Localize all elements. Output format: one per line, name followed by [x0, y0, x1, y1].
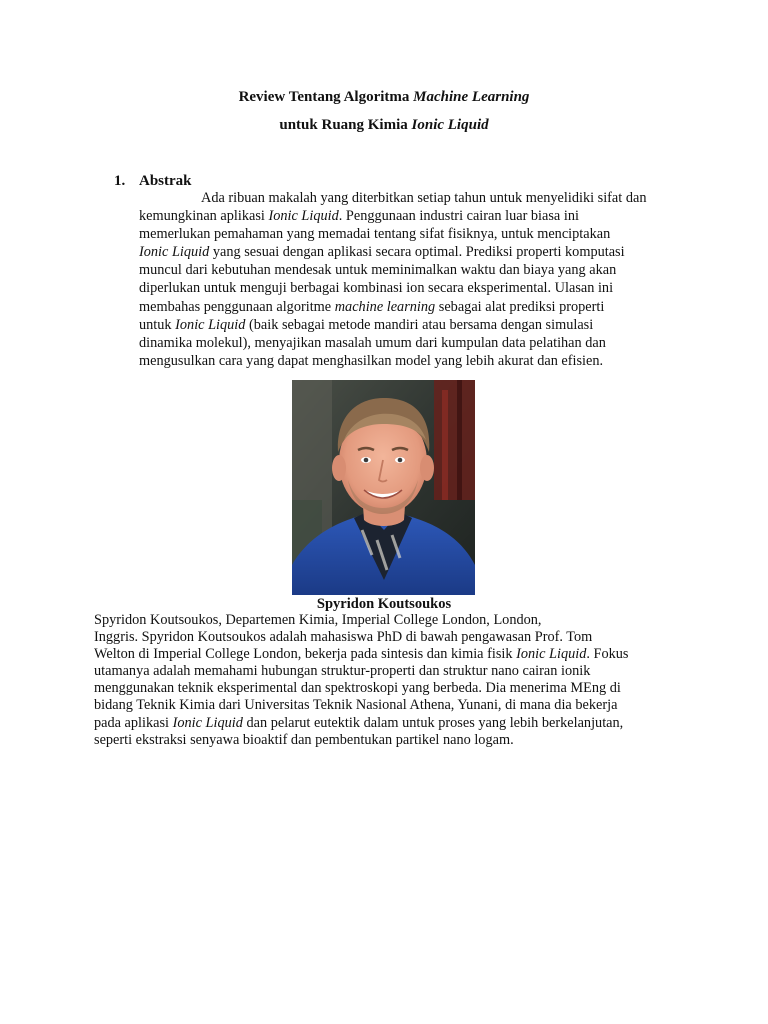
abstract-text: . Penggunaan industri cairan luar biasa ini	[338, 208, 579, 225]
abstract-text: kemungkinan aplikasi	[139, 208, 269, 225]
abstract-italic: Ionic Liquid	[139, 244, 210, 261]
abstract-italic: Ionic Liquid	[175, 316, 246, 333]
bio-text: . Fokus	[586, 646, 629, 663]
section-heading-abstract	[114, 172, 192, 190]
bio-italic: Ionic Liquid	[516, 646, 587, 663]
bio-line	[94, 646, 694, 663]
abstract-line	[139, 298, 669, 316]
abstract-text: yang sesuai dengan aplikasi secara optimal. Prediksi properti komputasi	[209, 244, 625, 261]
section-number: 1.	[114, 173, 126, 189]
abstract-line	[139, 207, 669, 225]
title-line-2-italic: Ionic Liquid	[411, 117, 489, 133]
abstract-line: Ada ribuan makalah yang diterbitkan setiap tahun untuk menyelidiki sifat dan	[201, 190, 647, 206]
portrait-photo	[292, 380, 475, 595]
bio-text: dan pelarut eutektik dalam untuk proses yang lebih berkelanjutan,	[242, 714, 624, 731]
abstract-paragraph	[139, 189, 669, 370]
abstract-line: dinamika molekul), menyajikan masalah umum dari kumpulan data pelatihan dan	[139, 334, 606, 351]
bio-text: Welton di Imperial College London, bekerja pada sintesis dan kimia fisik	[94, 646, 517, 663]
document-title-line-2	[0, 116, 768, 134]
title-line-1-italic: Machine Learning	[413, 89, 530, 105]
bio-line: utamanya adalah memahami hubungan struktur-properti dan struktur nano cairan ionik	[94, 663, 591, 680]
bio-text: pada aplikasi	[94, 714, 173, 731]
title-line-2-text: untuk Ruang Kimia	[279, 117, 412, 133]
abstract-italic: Ionic Liquid	[268, 208, 339, 225]
bio-line: menggunakan teknik eksperimental dan spektroskopi yang berbeda. Dia menerima MEng di	[94, 680, 621, 697]
portrait-illustration	[292, 380, 475, 595]
section-heading-text: Abstrak	[139, 173, 192, 189]
bio-paragraph	[94, 612, 694, 749]
bio-line: seperti ekstraksi senyawa bioaktif dan pembentukan partikel nano logam.	[94, 731, 514, 748]
bio-line: bidang Teknik Kimia dari Universitas Teknik Nasional Athena, Yunani, di mana dia bekerja	[94, 697, 618, 714]
bio-line	[94, 715, 694, 732]
document-title-line-1	[0, 88, 768, 106]
abstract-text: untuk	[139, 316, 176, 333]
bio-italic: Ionic Liquid	[172, 714, 243, 731]
abstract-line	[139, 243, 669, 261]
abstract-text: (baik sebagai metode mandiri atau bersama dengan simulasi	[245, 316, 594, 333]
abstract-line: diperlukan untuk menguji berbagai kombinasi ion secara eksperimental. Ulasan ini	[139, 280, 614, 297]
title-line-1-text: Review Tentang Algoritma	[238, 89, 414, 105]
photo-caption: Spyridon Koutsoukos	[316, 596, 452, 612]
bio-line: Spyridon Koutsoukos, Departemen Kimia, Imperial College London, London,	[94, 612, 542, 628]
bio-line: Inggris. Spyridon Koutsoukos adalah mahasiswa PhD di bawah pengawasan Prof. Tom	[94, 629, 593, 646]
abstract-line: muncul dari kebutuhan mendesak untuk meminimalkan waktu dan biaya yang akan	[139, 262, 617, 279]
abstract-line: mengusulkan cara yang dapat menghasilkan model yang lebih akurat dan efisien.	[139, 352, 604, 369]
abstract-line: memerlukan pemahaman yang memadai tentang sifat fisiknya, untuk menciptakan	[139, 226, 611, 243]
abstract-text: membahas penggunaan algoritme	[139, 298, 335, 315]
abstract-text: sebagai alat prediksi properti	[435, 298, 605, 315]
abstract-italic: machine learning	[334, 298, 436, 315]
abstract-line	[139, 316, 669, 334]
